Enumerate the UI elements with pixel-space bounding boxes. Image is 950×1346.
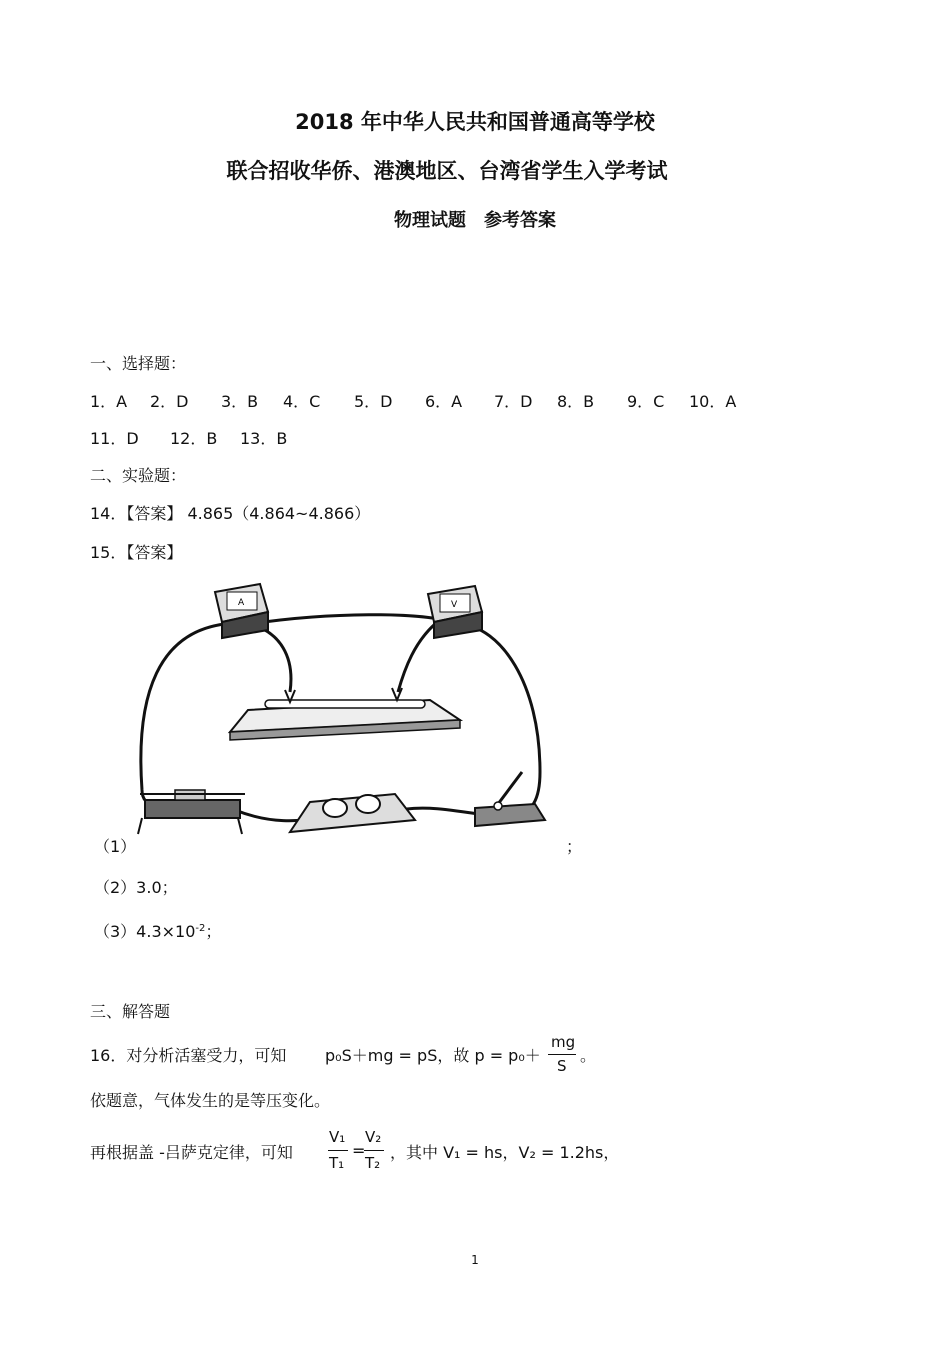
q16-line3-prefix: 再根据盖 -吕萨克定律，可知 — [90, 1143, 293, 1162]
q16-line2: 依题意，气体发生的是等压变化。 — [90, 1091, 331, 1110]
fraction-numerator: V₁ — [329, 1128, 346, 1146]
voltmeter-label: V — [451, 600, 458, 610]
fraction-bar — [548, 1054, 576, 1055]
fraction-bar — [364, 1150, 384, 1151]
answer-8: 8．B — [557, 392, 595, 411]
equals-sign: = — [352, 1141, 366, 1160]
answer-6: 6．A — [425, 392, 463, 411]
fraction-numerator: mg — [551, 1033, 576, 1051]
q16-equation: p₀S＋mg = pS，故 p = p₀＋ — [325, 1046, 541, 1065]
rheostat — [138, 790, 245, 834]
fraction-bar — [328, 1150, 348, 1151]
fraction-v2-over-t2 — [364, 1128, 386, 1176]
answer-13: 13．B — [240, 429, 288, 448]
title-line-2: 联合招收华侨、港澳地区、台湾省学生入学考试 — [226, 159, 668, 183]
section3-heading: 三、解答题 — [90, 1002, 171, 1021]
answer-9: 9．C — [627, 392, 665, 411]
q15-part3-prefix: （3）4.3×10 — [94, 922, 196, 941]
voltmeter — [428, 586, 482, 638]
q15-part1-label: （1） — [94, 837, 137, 856]
q14-answer: 14．【答案】 4.865（4.864~4.866） — [90, 504, 371, 523]
fraction-denominator: T₁ — [329, 1154, 345, 1172]
fraction-numerator: V₂ — [365, 1128, 382, 1146]
q15-part2: （2）3.0； — [94, 878, 178, 897]
q15-part3 — [94, 919, 221, 942]
q16-prefix: 16．对分析活塞受力，可知 — [90, 1046, 287, 1065]
q15-answer-label: 15．【答案】 — [90, 543, 183, 562]
q16-period: 。 — [580, 1046, 597, 1065]
ammeter — [215, 584, 268, 638]
title-line-1: 2018 年中华人民共和国普通高等学校 — [295, 110, 655, 134]
answer-11: 11．D — [90, 429, 139, 448]
circuit-diagram — [130, 572, 560, 842]
q16-fraction-mg-over-s — [548, 1033, 578, 1077]
answer-12: 12．B — [170, 429, 218, 448]
ammeter-label: A — [238, 598, 245, 608]
answer-1: 1．A — [90, 392, 128, 411]
title-line-3: 物理试题 参考答案 — [394, 210, 556, 231]
q15-part3-suffix: ； — [205, 922, 222, 941]
answer-2: 2．D — [150, 392, 189, 411]
battery-holder — [290, 794, 415, 832]
section2-heading: 二、实验题： — [90, 466, 187, 485]
resistance-wire-board — [230, 688, 460, 740]
fraction-v1-over-t1 — [328, 1128, 350, 1176]
answer-5: 5．D — [354, 392, 393, 411]
answer-4: 4．C — [283, 392, 321, 411]
section1-heading: 一、选择题： — [90, 354, 187, 373]
fraction-denominator: T₂ — [365, 1154, 381, 1172]
answer-10: 10．A — [689, 392, 737, 411]
answer-3: 3．B — [221, 392, 259, 411]
fraction-denominator: S — [557, 1057, 567, 1075]
q15-part1-end: ； — [566, 837, 583, 856]
q15-part3-exponent: -2 — [195, 923, 206, 934]
q16-line3-suffix: ，其中 V₁ = hs，V₂ = 1.2hs， — [390, 1143, 620, 1162]
answer-7: 7．D — [494, 392, 533, 411]
page-number: 1 — [471, 1253, 479, 1267]
